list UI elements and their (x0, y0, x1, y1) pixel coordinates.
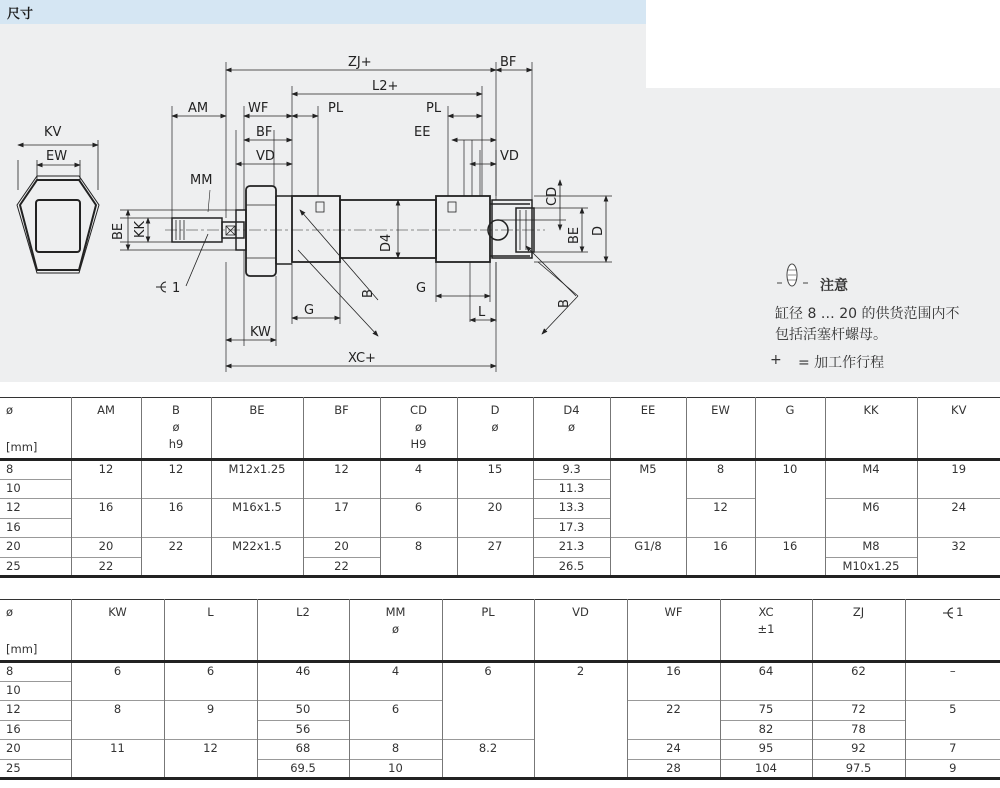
table-cell: G1/8 (610, 538, 686, 558)
header-cell: D4 ø (533, 398, 610, 460)
table-cell: 6 (71, 662, 164, 682)
table-cell: 24 (917, 499, 1000, 519)
table-row (0, 701, 1000, 721)
table-cell: 22 (141, 538, 211, 558)
table-cell: M10x1.25 (825, 557, 917, 577)
table-cell: 8.2 (442, 740, 534, 760)
table-cell: 75 (720, 701, 812, 721)
label-wrench: 1 (172, 281, 181, 296)
table-cell (686, 518, 755, 538)
dimension-table-2 (0, 599, 1000, 780)
table-cell: 69.5 (257, 759, 349, 779)
header-cell: CD ø H9 (380, 398, 457, 460)
table-cell: 7 (905, 740, 1000, 760)
table-cell (905, 681, 1000, 701)
table-cell: 20 (0, 740, 71, 760)
table-cell: 64 (720, 662, 812, 682)
label-xc: XC+ (348, 351, 376, 366)
table-cell: M5 (610, 460, 686, 480)
label-am: AM (188, 101, 209, 116)
table-cell (457, 518, 533, 538)
table-cell (164, 759, 257, 779)
table-cell: 104 (720, 759, 812, 779)
table-cell (442, 759, 534, 779)
label-ee: EE (414, 125, 431, 140)
note-plus-text: = 加工作行程 (798, 355, 885, 371)
table-cell (71, 479, 141, 499)
table-cell (257, 681, 349, 701)
table-cell: M16x1.5 (211, 499, 303, 519)
header-cell: KW (71, 600, 164, 662)
header-cell: PL (442, 600, 534, 662)
table-cell: 15 (457, 460, 533, 480)
table-cell: 82 (720, 720, 812, 740)
table-cell: M12x1.25 (211, 460, 303, 480)
page-title: 尺寸 (7, 7, 34, 22)
table-cell: 13.3 (533, 499, 610, 519)
header-cell: MM ø (349, 600, 442, 662)
table-cell (627, 720, 720, 740)
table-cell: M4 (825, 460, 917, 480)
table-cell: 68 (257, 740, 349, 760)
label-kv: KV (44, 125, 62, 140)
table-cell: 4 (349, 662, 442, 682)
table-cell: 6 (442, 662, 534, 682)
table-row (0, 759, 1000, 779)
table-cell: 16 (141, 499, 211, 519)
table-cell (141, 479, 211, 499)
table-cell (534, 759, 627, 779)
table-cell: 5 (905, 701, 1000, 721)
table-row (0, 479, 1000, 499)
table-cell (71, 681, 164, 701)
table-cell: 95 (720, 740, 812, 760)
label-bf-top: BF (500, 55, 517, 70)
label-pl-right: PL (426, 101, 442, 116)
table-cell (686, 479, 755, 499)
table-cell: 56 (257, 720, 349, 740)
table-cell (211, 557, 303, 577)
table-cell: 17 (303, 499, 380, 519)
table-cell (534, 720, 627, 740)
table-cell (457, 479, 533, 499)
table-cell: 78 (812, 720, 905, 740)
table-cell (610, 518, 686, 538)
table-cell: 10 (0, 681, 71, 701)
header-cell: EE (610, 398, 686, 460)
table-cell: 16 (0, 720, 71, 740)
table-cell (610, 557, 686, 577)
table-cell: 22 (71, 557, 141, 577)
table-cell (303, 518, 380, 538)
rod-nut (246, 186, 292, 276)
table-row (0, 538, 1000, 558)
table-cell (442, 681, 534, 701)
table-cell: M8 (825, 538, 917, 558)
table-cell: 20 (0, 538, 71, 558)
table-row (0, 499, 1000, 519)
table-cell: 8 (71, 701, 164, 721)
table-cell: 25 (0, 759, 71, 779)
table-cell (380, 479, 457, 499)
header-cell: ø [mm] (6, 605, 38, 656)
table-cell: 12 (0, 499, 71, 519)
cylinder-body (292, 196, 534, 262)
label-vd-left: VD (256, 149, 275, 164)
table-cell: 10 (349, 759, 442, 779)
table-cell (534, 740, 627, 760)
label-kk: KK (133, 220, 148, 238)
header-cell: EW (686, 398, 755, 460)
table-cell: 50 (257, 701, 349, 721)
table-cell (380, 518, 457, 538)
table-cell: 24 (627, 740, 720, 760)
table-row (0, 681, 1000, 701)
table-cell: 17.3 (533, 518, 610, 538)
header-cell: G (755, 398, 825, 460)
table-cell: 20 (303, 538, 380, 558)
header-cell: 1 (905, 600, 1000, 662)
header-cell: ZJ (812, 600, 905, 662)
label-mm: MM (190, 173, 213, 188)
table-cell (141, 518, 211, 538)
table-cell: 9 (164, 701, 257, 721)
table-cell: 12 (303, 460, 380, 480)
label-d4: D4 (379, 233, 394, 252)
label-kw: KW (250, 325, 271, 340)
table-cell: 16 (0, 518, 71, 538)
table-cell (442, 720, 534, 740)
table-cell (349, 681, 442, 701)
table-cell: 8 (686, 460, 755, 480)
table-cell (349, 720, 442, 740)
table-cell: 25 (0, 557, 71, 577)
table-cell (534, 701, 627, 721)
table-cell: 22 (303, 557, 380, 577)
note-icon (777, 264, 808, 286)
table-cell: 72 (812, 701, 905, 721)
table-row (0, 460, 1000, 480)
table-cell: 11.3 (533, 479, 610, 499)
table-cell (610, 479, 686, 499)
table-cell: 16 (71, 499, 141, 519)
header-cell: L (164, 600, 257, 662)
table-cell: 92 (812, 740, 905, 760)
table-cell (755, 557, 825, 577)
table-cell (917, 479, 1000, 499)
table-cell (825, 479, 917, 499)
table-cell: 6 (380, 499, 457, 519)
wrench-icon (942, 607, 956, 619)
table-cell: 8 (0, 460, 71, 480)
table-cell (917, 557, 1000, 577)
table-cell (905, 720, 1000, 740)
header-cell: WF (627, 600, 720, 662)
table-cell (442, 701, 534, 721)
note-line-2: 包括活塞杆螺母。 (775, 327, 887, 343)
table-cell: 16 (686, 538, 755, 558)
table-cell (303, 479, 380, 499)
table-cell: 16 (755, 538, 825, 558)
header-cell: D ø (457, 398, 533, 460)
table-cell (917, 518, 1000, 538)
table-cell: 21.3 (533, 538, 610, 558)
table-cell (812, 681, 905, 701)
table-row (0, 662, 1000, 682)
table-cell (141, 557, 211, 577)
table-cell: 8 (349, 740, 442, 760)
label-g-left: G (304, 303, 315, 318)
label-zj: ZJ+ (348, 55, 372, 70)
header-cell: B ø h9 (141, 398, 211, 460)
header-cell: L2 (257, 600, 349, 662)
table-cell (211, 518, 303, 538)
table-row (0, 557, 1000, 577)
table-cell: M6 (825, 499, 917, 519)
note-line-1: 缸径 8 … 20 的供货范围内不 (775, 306, 960, 322)
table-cell (164, 720, 257, 740)
label-g-right: G (416, 281, 427, 296)
table-cell (755, 499, 825, 519)
label-ew: EW (46, 149, 68, 164)
label-wf: WF (248, 101, 269, 116)
table-cell: 27 (457, 538, 533, 558)
table-cell: 12 (686, 499, 755, 519)
table-cell (71, 759, 164, 779)
table-cell: 26.5 (533, 557, 610, 577)
table-cell (755, 518, 825, 538)
table-cell (825, 518, 917, 538)
header-cell: AM (71, 398, 141, 460)
label-b-left: B (361, 289, 376, 298)
header-cell: KK (825, 398, 917, 460)
table-cell: 22 (627, 701, 720, 721)
table-cell (164, 681, 257, 701)
table-cell (71, 518, 141, 538)
table-row (0, 740, 1000, 760)
table-cell: 12 (164, 740, 257, 760)
note-plus-symbol: + (770, 352, 782, 368)
table-cell: 10 (755, 460, 825, 480)
table-cell: 16 (627, 662, 720, 682)
label-be-left: BE (111, 222, 126, 240)
label-b-right: B (557, 299, 572, 308)
label-bf-mid: BF (256, 125, 273, 140)
table-cell: 10 (0, 479, 71, 499)
table-cell: 12 (141, 460, 211, 480)
table-cell: 9.3 (533, 460, 610, 480)
table-cell: 11 (71, 740, 164, 760)
header-cell: KV (917, 398, 1000, 460)
table-cell: 8 (0, 662, 71, 682)
label-be-right: BE (567, 226, 582, 244)
label-d: D (591, 225, 606, 236)
table-cell (71, 720, 164, 740)
table-cell (380, 557, 457, 577)
table-cell (755, 479, 825, 499)
table-cell (610, 499, 686, 519)
header-cell: BF (303, 398, 380, 460)
label-l2: L2+ (372, 79, 399, 94)
table-cell (720, 681, 812, 701)
table-cell: 97.5 (812, 759, 905, 779)
table-cell: 20 (457, 499, 533, 519)
table-cell (627, 681, 720, 701)
table-cell: 12 (0, 701, 71, 721)
dimension-table-1 (0, 397, 1000, 578)
label-l: L (478, 305, 486, 320)
table-cell: 6 (349, 701, 442, 721)
label-pl-left: PL (328, 101, 344, 116)
label-vd-right: VD (500, 149, 519, 164)
table-cell: 8 (380, 538, 457, 558)
header-cell: XC ±1 (720, 600, 812, 662)
header-cell: VD (534, 600, 627, 662)
header-cell: ø [mm] (6, 403, 38, 454)
table-cell: 9 (905, 759, 1000, 779)
table-cell: – (905, 662, 1000, 682)
table-cell: 2 (534, 662, 627, 682)
table-cell: 12 (71, 460, 141, 480)
table-cell: 46 (257, 662, 349, 682)
table-cell: 62 (812, 662, 905, 682)
table-row (0, 720, 1000, 740)
note-heading: 注意 (820, 278, 848, 294)
table-cell (686, 557, 755, 577)
table-cell (457, 557, 533, 577)
table-cell: 32 (917, 538, 1000, 558)
table-cell: M22x1.5 (211, 538, 303, 558)
table-cell: 20 (71, 538, 141, 558)
table-cell: 19 (917, 460, 1000, 480)
table-cell: 28 (627, 759, 720, 779)
table-cell (211, 479, 303, 499)
wrench-icon (156, 282, 166, 292)
table-cell (534, 681, 627, 701)
header-cell: BE (211, 398, 303, 460)
table-cell: 4 (380, 460, 457, 480)
table-row (0, 518, 1000, 538)
label-cd: CD (545, 186, 560, 206)
table-cell: 6 (164, 662, 257, 682)
